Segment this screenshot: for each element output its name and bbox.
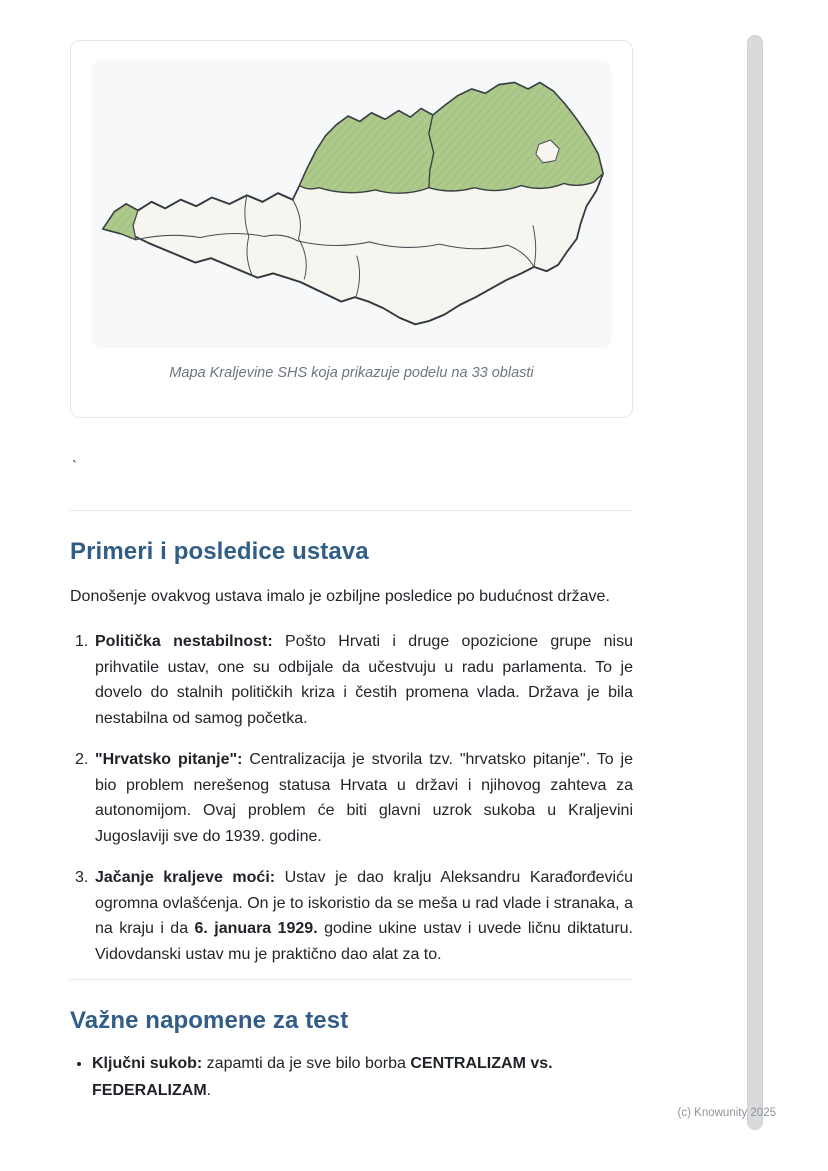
consequences-list: [70, 629, 633, 967]
list-number: 3.: [75, 869, 89, 886]
list-item-croatian-question: [70, 747, 633, 849]
section-divider: [70, 510, 633, 511]
list-number: 2.: [75, 751, 89, 768]
note-text: zapamti da je sve bilo borba: [202, 1055, 411, 1072]
list-item-kings-power: [70, 865, 633, 967]
austria-map-image: [99, 75, 605, 333]
map-highlight-upper-region: [299, 108, 433, 193]
list-item-label: Politička nestabilnost:: [95, 633, 273, 650]
map-caption: Mapa Kraljevine SHS koja prikazuje podelu na 33 oblasti: [169, 365, 534, 381]
section-heading-posledice: Primeri i posledice ustava: [70, 538, 369, 565]
document-content: [70, 40, 633, 1104]
scrollbar-thumb[interactable]: [747, 35, 763, 1130]
section-heading-napomene: Važne napomene za test: [70, 1007, 349, 1034]
list-item-label: Jačanje kraljeve moći:: [95, 869, 276, 886]
stray-backtick: `: [72, 458, 77, 475]
list-item-text: Ustav je dao kralju Aleksandru Karađorđeviću ogromna ovlašćenja. On je to iskoristio da se meša u rad vlade i stranaka, a na kraju i da: [95, 869, 633, 937]
note-label: Ključni sukob:: [92, 1055, 203, 1072]
list-item-political-instability: [70, 629, 633, 731]
list-item-text: godine ukine ustav i uvede ličnu diktaturu. Vidovdanski ustav mu je praktično dao alat za to.: [95, 920, 634, 963]
intro-paragraph: Donošenje ovakvog ustava imalo je ozbiljne posledice po budućnost države.: [70, 588, 610, 605]
note-text: .: [206, 1082, 212, 1099]
map-panel: [93, 61, 610, 346]
note-item-key-conflict: [92, 1050, 633, 1104]
list-number: 1.: [75, 633, 89, 650]
map-highlight-lower-region: [428, 82, 602, 190]
map-figure: [70, 40, 633, 418]
note-bold: CENTRALIZAM vs. FEDERALIZAM: [92, 1055, 553, 1099]
list-item-text: Pošto Hrvati i druge opozicione grupe nisu prihvatile ustav, one su odbijale da učestvuju u radu parlamenta. To je dovelo do stalnih političkih kriza i čestih promena vlada. Država je bila nestabilna od samog početka.: [95, 633, 633, 727]
list-item-text: Centralizacija je stvorila tzv. "hrvatsko pitanje". To je bio problem nerešenog statusa Hrvata u državi i njihovog zahteva za autonomijom. Ovaj problem će biti glavni uzrok sukoba u Kraljevini Jugoslaviji sve do 1939. godine.: [95, 751, 634, 845]
copyright-text: (c) Knowunity 2025: [677, 1107, 776, 1119]
section-divider: [70, 979, 633, 980]
list-item-label: "Hrvatsko pitanje":: [95, 751, 243, 768]
notes-list: [70, 1050, 633, 1104]
list-item-bold-date: 6. januara 1929.: [194, 920, 318, 937]
